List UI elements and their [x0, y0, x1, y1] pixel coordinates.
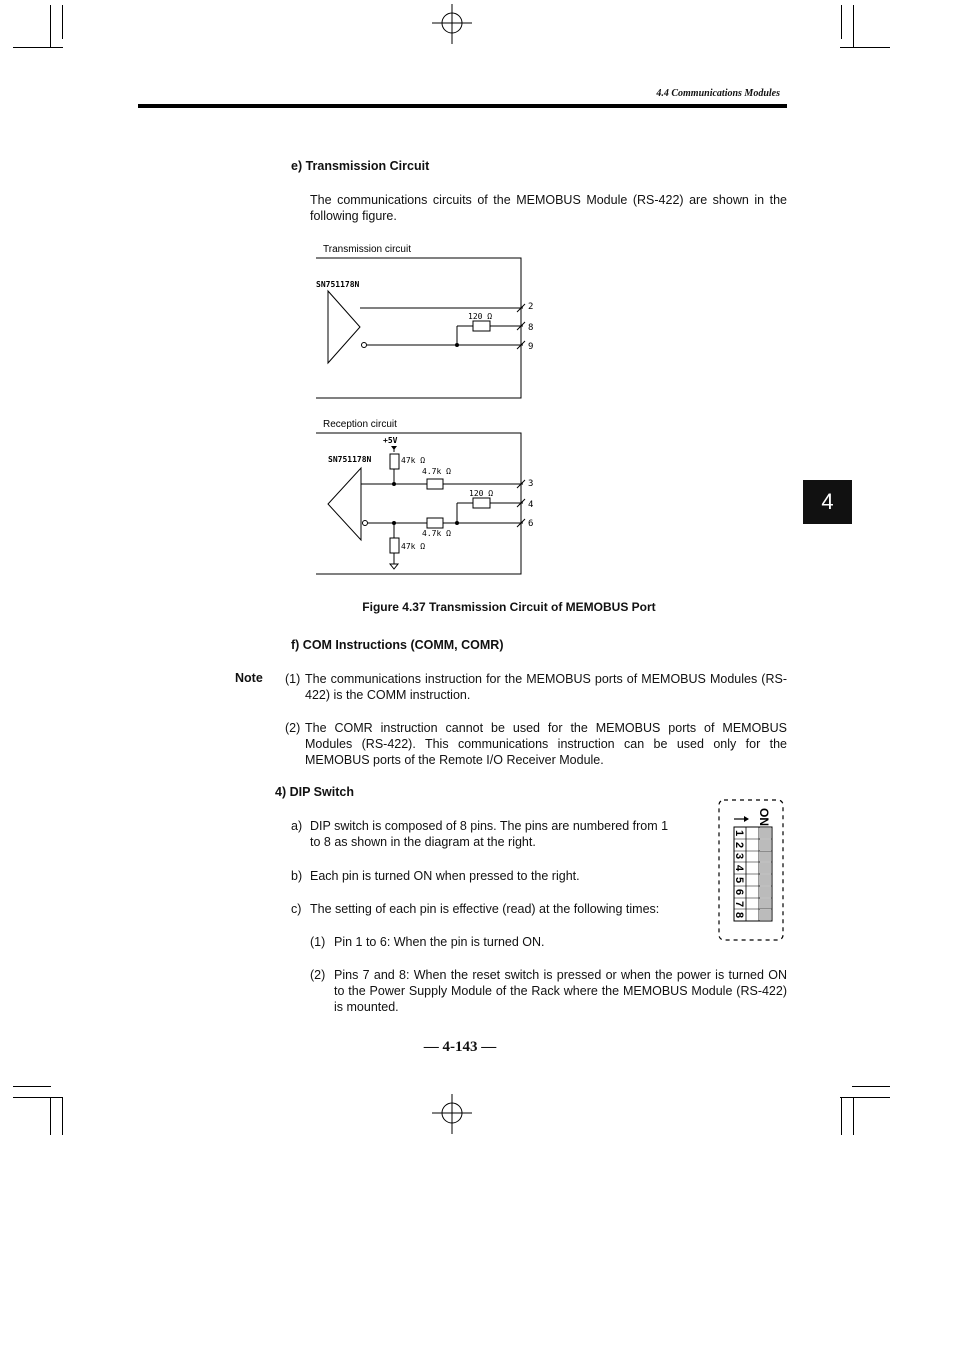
chapter-number: 4	[821, 489, 834, 514]
note-label: Note	[235, 671, 263, 685]
tx-pin-3: 9	[528, 342, 534, 352]
rx-bottom-resistor-label: 4.7k Ω	[422, 529, 451, 538]
dip-subitem-2-text: Pins 7 and 8: When the reset switch is pressed or when the power is turned ON to the Power Supply Module of the Rack where the MEMOBUS Module (RS-422) is mounted.	[334, 968, 787, 1014]
dip-subitem-1-text: Pin 1 to 6: When the pin is turned ON.	[334, 935, 545, 949]
rx-pulldown-resistor	[390, 538, 399, 553]
rx-pullup-label: 47k Ω	[401, 456, 426, 465]
dip-pin-8-number: 8	[733, 911, 745, 919]
dip-item-a-text: DIP switch is composed of 8 pins. The pins are numbered from 1 to 8 as shown in the diagram at the right.	[310, 819, 669, 849]
dip-pin-1-number: 1	[733, 829, 745, 837]
tx-chip-label: SN751178N	[316, 280, 360, 289]
running-header: 4.4 Communications Modules	[656, 88, 780, 99]
note-2-text: The COMR instruction cannot be used for the MEMOBUS ports of MEMOBUS Modules (RS-422). This communications instruction can be used only for the MEMOBUS ports of the Remote I/O Receiver Module.	[305, 721, 787, 767]
rx-top-resistor-label: 4.7k Ω	[422, 467, 451, 476]
rx-pin-1: 3	[528, 479, 534, 489]
dip-pin-7-number: 7	[733, 900, 745, 908]
dip-pin-knob	[759, 863, 771, 873]
tx-driver-symbol	[328, 291, 360, 363]
dip-pin-knob	[759, 840, 771, 850]
dip-pin-6-number: 6	[733, 888, 745, 896]
tx-title: Transmission circuit	[323, 244, 411, 255]
rx-title: Reception circuit	[323, 419, 397, 430]
ground-symbol	[390, 564, 398, 569]
figure-caption: Figure 4.37 Transmission Circuit of MEMOBUS Port	[362, 600, 656, 614]
dip-item-a-label: a)	[291, 819, 303, 833]
rx-bottom-resistor	[427, 518, 443, 528]
header-rule	[138, 104, 787, 108]
rx-pullup-resistor	[390, 454, 399, 469]
registration-mark-top	[430, 4, 476, 44]
tx-pin-1: 2	[528, 302, 534, 312]
dip-pin-knob	[759, 899, 771, 909]
rx-pin-2: 4	[528, 500, 534, 510]
rx-termination-resistor	[473, 498, 490, 508]
rx-chip-label: SN751178N	[328, 455, 372, 464]
tx-resistor-label: 120 Ω	[468, 312, 493, 321]
note-1-text: The communications instruction for the MEMOBUS ports of MEMOBUS Modules (RS-422) is the COMM instruction.	[305, 672, 787, 702]
rx-pin-3: 6	[528, 519, 534, 529]
note-1-number: (1)	[285, 672, 301, 686]
tx-resistor	[473, 321, 490, 331]
dip-pin-4-number: 4	[733, 864, 745, 872]
dip-pin-knob	[759, 851, 771, 861]
section-e-body: The communications circuits of the MEMOBUS Module (RS-422) are shown in the following figure.	[310, 193, 787, 223]
dip-item-c-text: The setting of each pin is effective (read) at the following times:	[310, 902, 660, 916]
transmission-circuit-figure	[310, 238, 550, 583]
tx-pin-2: 8	[528, 323, 534, 333]
dip-on-label: ON	[757, 808, 771, 826]
dip-heading: 4) DIP Switch	[275, 785, 354, 799]
chapter-tab	[803, 480, 852, 524]
dip-switch-diagram	[716, 797, 788, 945]
dip-pin-2-number: 2	[733, 841, 745, 849]
rx-pulldown-label: 47k Ω	[401, 542, 426, 551]
page-number: — 4-143 —	[423, 1039, 497, 1055]
dip-pin-knob	[759, 828, 771, 838]
dip-item-b-text: Each pin is turned ON when pressed to the right.	[310, 869, 580, 883]
section-f-heading: f) COM Instructions (COMM, COMR)	[291, 638, 504, 652]
dip-subitem-1-label: (1)	[310, 935, 326, 949]
rx-receiver-symbol	[328, 468, 361, 540]
dip-subitem-2-label: (2)	[310, 968, 326, 982]
dip-pin-3-number: 3	[733, 852, 745, 860]
rx-top-resistor	[427, 479, 443, 489]
dip-item-c-label: c)	[291, 902, 302, 916]
dip-pin-5-number: 5	[733, 876, 745, 884]
rx-supply-label: +5V	[383, 436, 398, 445]
dip-item-b-label: b)	[291, 869, 303, 883]
dip-pin-knob	[759, 910, 771, 920]
note-2-number: (2)	[285, 721, 301, 735]
section-e-heading: e) Transmission Circuit	[291, 159, 430, 173]
registration-mark-bottom	[430, 1094, 476, 1134]
dip-pin-knob	[759, 875, 771, 885]
rx-termination-label: 120 Ω	[469, 489, 494, 498]
dip-pin-knob	[759, 887, 771, 897]
